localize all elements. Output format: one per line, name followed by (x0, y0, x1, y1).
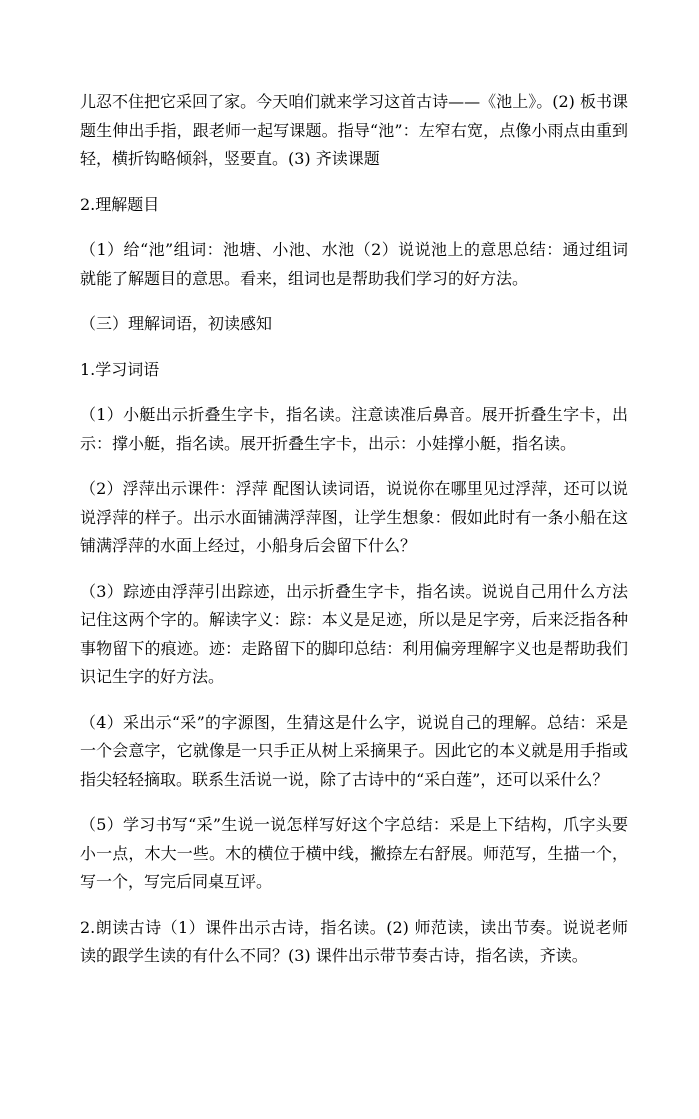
paragraph-xiaoting: （1）小艇出示折叠生字卡，指名读。注意读准后鼻音。展开折叠生字卡，出示：撑小艇，指名读。展开折叠生字卡，出示：小娃撑小艇，指名读。 (80, 405, 628, 453)
heading-learn-words: 1.学习词语 (80, 359, 160, 379)
paragraph-cai: （4）采出示“采”的字源图，生猜这是什么字，说说自己的理解。总结：采是一个会意字，它就像是一只手正从树上采摘果子。因此它的本义就是用手指或指尖轻轻摘取。联系生活说一说，除了古诗中的“采白莲”，还可以采什么？ (80, 712, 628, 789)
paragraph-intro: 儿忍不住把它采回了家。今天咱们就来学习这首古诗——《池上》。(2) 板书课题生伸出手指，跟老师一起写课题。指导“池”：左窄右宽，点像小雨点由重到轻，横折钩略倾斜，竖要直。(3) 齐读课题 (80, 92, 628, 168)
paragraph-zongji: （3）踪迹由浮萍引出踪迹，出示折叠生字卡，指名读。说说自己用什么方法记住这两个字的。解读字义：踪：本义是足迹，所以是足字旁，后来泛指各种事物留下的痕迹。迹：走路留下的脚印总结：利用偏旁理解字义也是帮助我们识记生字的好方法。 (80, 581, 628, 686)
paragraph-fuping: （2）浮萍出示课件：浮萍 配图认读词语，说说你在哪里见过浮萍，还可以说说浮萍的样子。出示水面铺满浮萍图，让学生想象：假如此时有一条小船在这铺满浮萍的水面上经过，小船身后会留下什么？ (80, 479, 628, 555)
heading-section-three: （三）理解词语，初读感知 (80, 314, 273, 333)
heading-understand-title: 2.理解题目 (80, 194, 160, 214)
document-body (80, 88, 628, 988)
paragraph-word-group: （1）给“池”组词：池塘、小池、水池（2）说说池上的意思总结：通过组词就能了解题目的意思。看来，组词也是帮助我们学习的好方法。 (80, 240, 628, 288)
paragraph-write-cai: （5）学习书写“采”生说一说怎样写好这个字总结：采是上下结构，爪字头要小一点，木大一些。木的横位于横中线，撇捺左右舒展。师范写，生描一个，写一个，写完后同桌互评。 (80, 815, 628, 891)
paragraph-read-poem: 2.朗读古诗（1）课件出示古诗，指名读。(2) 师范读，读出节奏。说说老师读的跟学生读的有什么不同？(3) 课件出示带节奏古诗，指名读，齐读。 (80, 917, 628, 965)
